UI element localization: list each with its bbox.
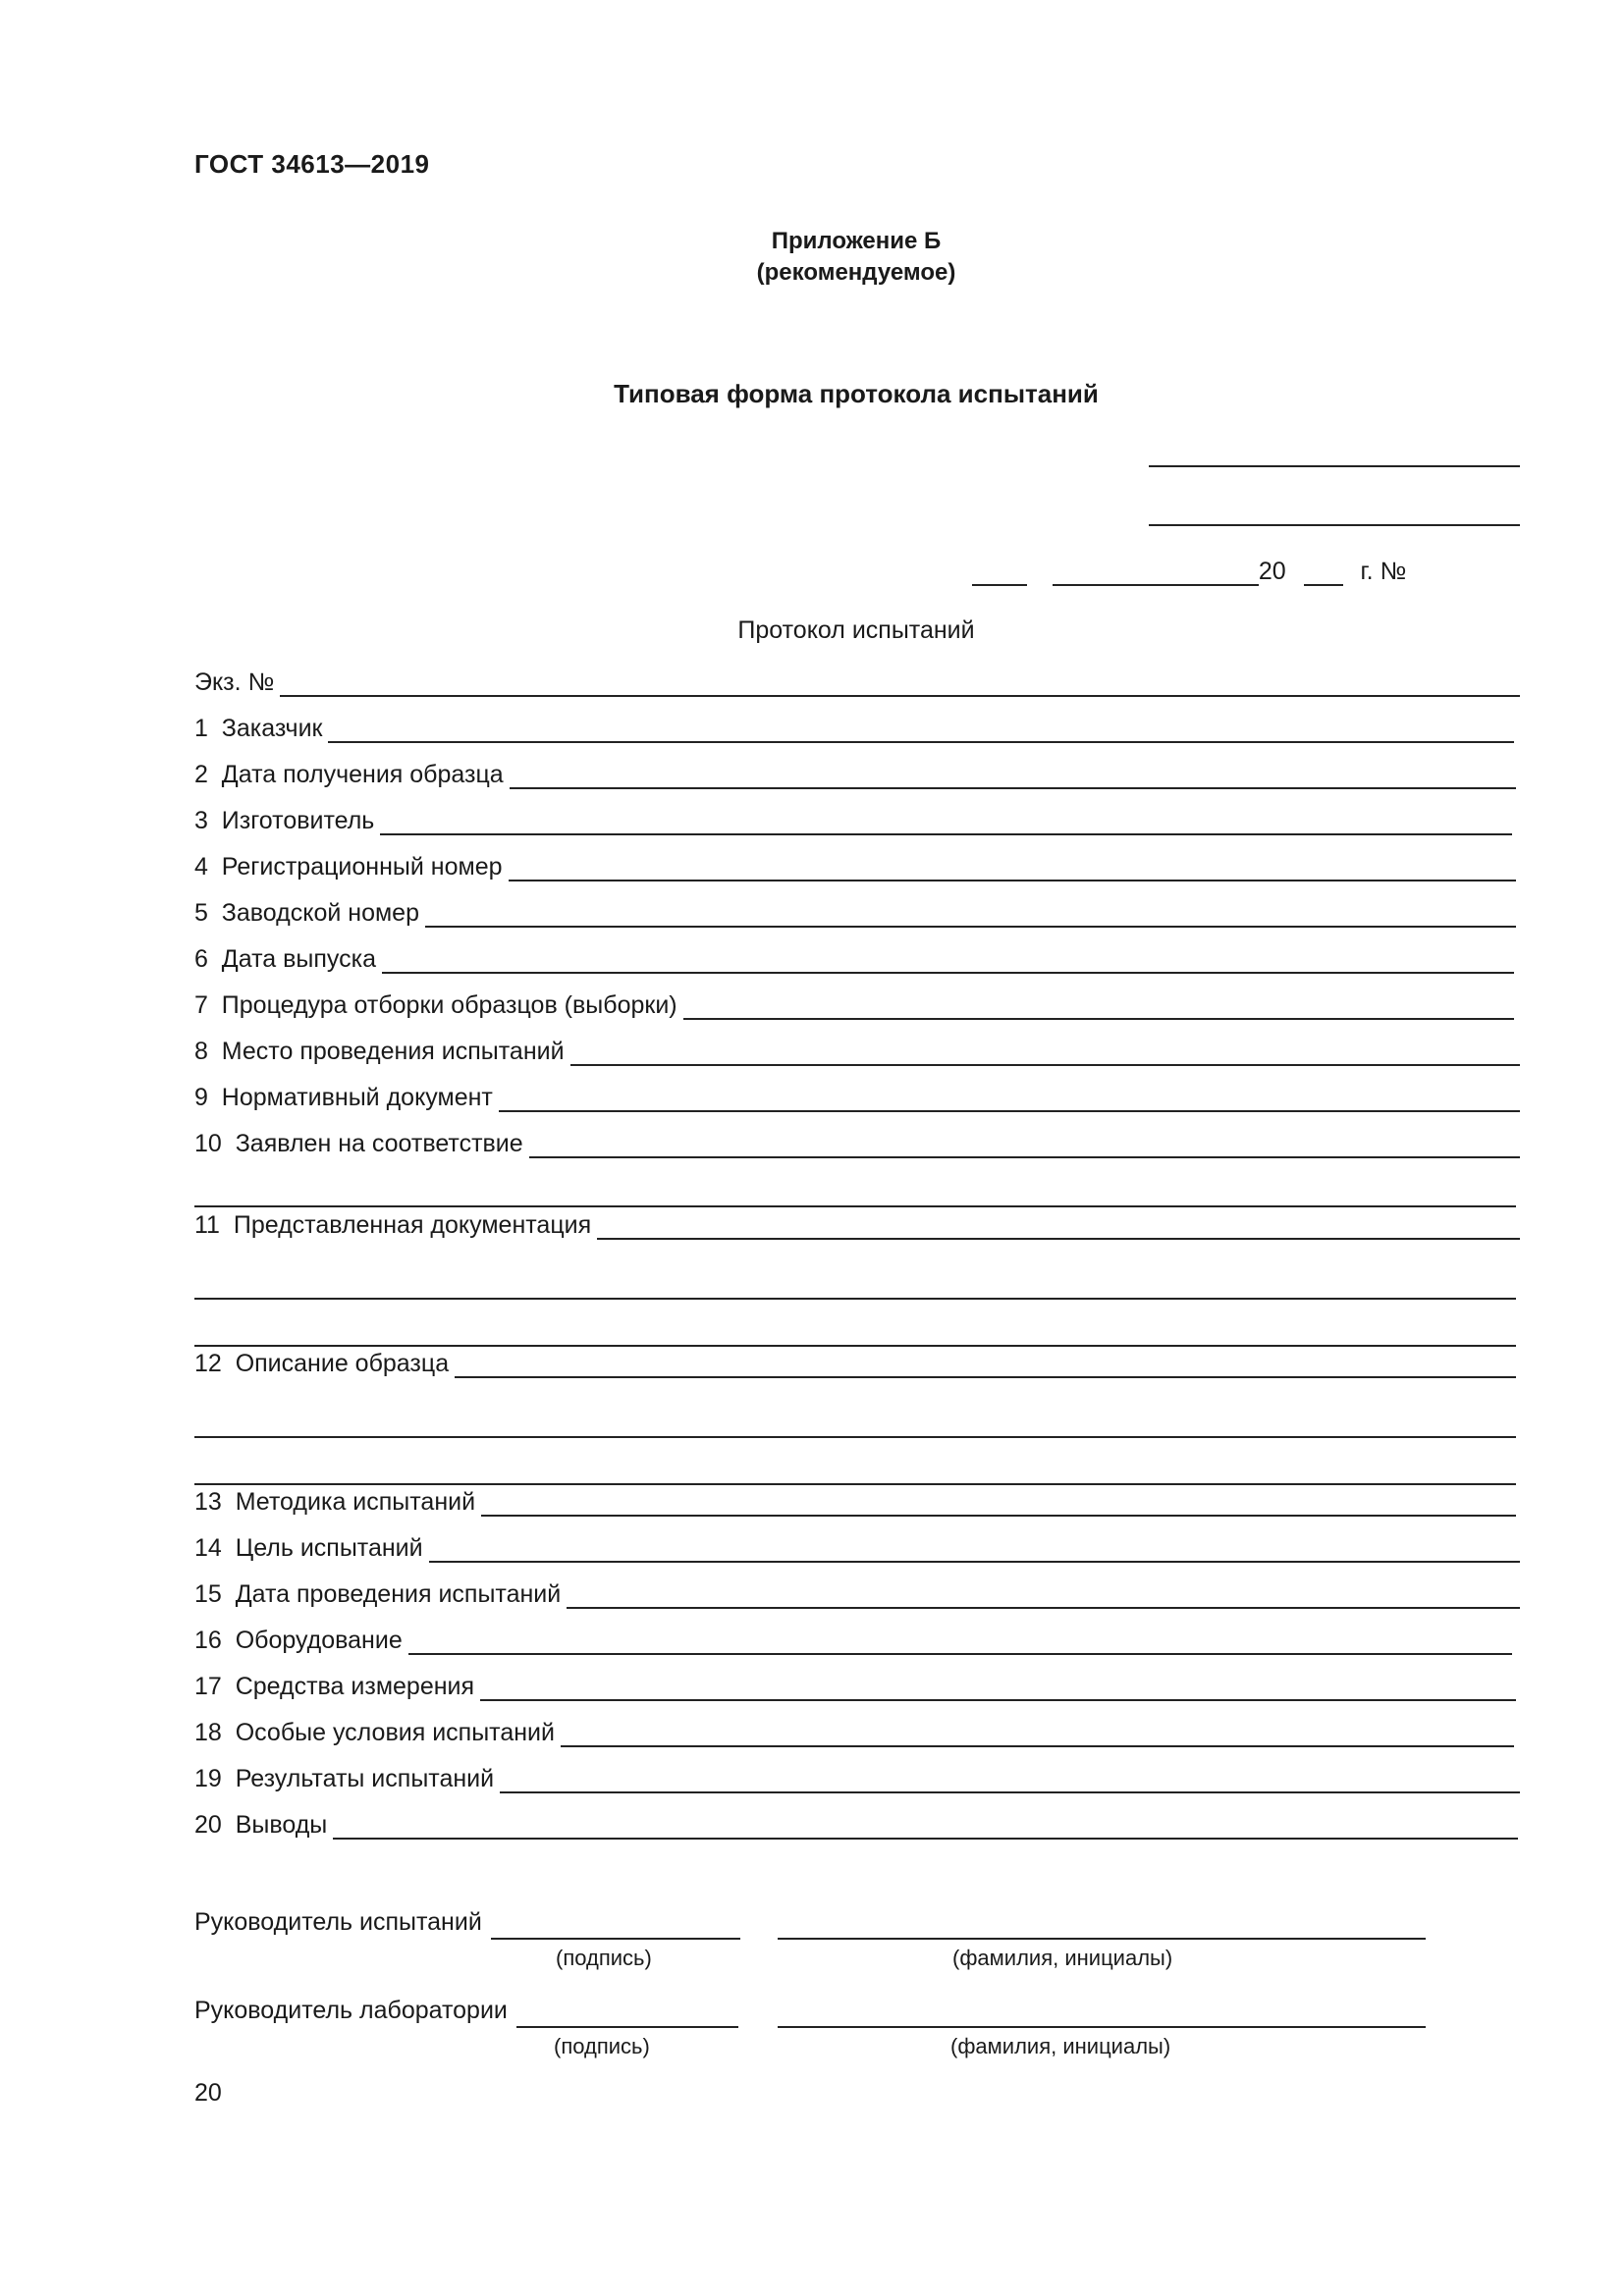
field-line[interactable]: [500, 1768, 1520, 1793]
field-line[interactable]: [567, 1583, 1520, 1609]
field-line[interactable]: [561, 1722, 1514, 1747]
field-copy-number: [194, 667, 1520, 697]
field-line[interactable]: [509, 856, 1516, 881]
name-caption: (фамилия, инициалы): [950, 2034, 1171, 2058]
year-blank[interactable]: [1304, 559, 1343, 586]
page-number: 20: [194, 2079, 222, 2107]
signature-role: Руководитель лаборатории: [194, 1997, 508, 2024]
field-test-results: [194, 1764, 1520, 1793]
field-line[interactable]: [499, 1087, 1520, 1112]
field-label: 9 Нормативный документ: [194, 1084, 493, 1111]
field-line[interactable]: [510, 764, 1516, 789]
field-conclusions: [194, 1810, 1518, 1840]
field-label: 17 Средства измерения: [194, 1673, 475, 1700]
name-line[interactable]: [778, 2026, 1426, 2028]
continuation-line[interactable]: [194, 1205, 1516, 1207]
protocol-title: Протокол испытаний: [737, 616, 975, 644]
signature-role: Руководитель испытаний: [194, 1908, 482, 1936]
field-test-date: [194, 1579, 1520, 1609]
field-test-location: [194, 1037, 1520, 1066]
field-registration-number: [194, 852, 1516, 881]
year-prefix: 20: [1258, 558, 1286, 585]
date-number-line: [972, 558, 1406, 587]
field-sample-description: [194, 1349, 1516, 1378]
field-label: 20 Выводы: [194, 1811, 328, 1839]
field-serial-number: [194, 898, 1516, 928]
field-equipment: [194, 1626, 1512, 1655]
field-declared-conformity: [194, 1129, 1520, 1158]
field-line[interactable]: [683, 994, 1514, 1020]
signature-line[interactable]: [516, 2026, 738, 2028]
appendix-title: Приложение Б: [771, 228, 942, 254]
field-label: 1 Заказчик: [194, 715, 323, 742]
field-label: 10 Заявлен на соответствие: [194, 1130, 523, 1157]
field-label: 12 Описание образца: [194, 1350, 450, 1377]
field-line[interactable]: [382, 948, 1514, 974]
organization-line-1[interactable]: [1149, 465, 1520, 467]
day-blank[interactable]: [972, 559, 1027, 586]
field-manufacturer: [194, 806, 1512, 835]
name-line[interactable]: [778, 1938, 1426, 1940]
field-line[interactable]: [480, 1676, 1516, 1701]
continuation-line[interactable]: [194, 1483, 1516, 1485]
field-submitted-documentation: [194, 1210, 1520, 1240]
field-label: 3 Изготовитель: [194, 807, 375, 834]
field-label: 6 Дата выпуска: [194, 945, 376, 973]
field-label: 18 Особые условия испытаний: [194, 1719, 555, 1746]
field-label: 16 Оборудование: [194, 1627, 403, 1654]
continuation-line[interactable]: [194, 1345, 1516, 1347]
signature-block-test-head: [194, 1908, 482, 1938]
field-label: 15 Дата проведения испытаний: [194, 1580, 562, 1608]
field-line[interactable]: [425, 902, 1516, 928]
signature-block-lab-head: [194, 1997, 508, 2026]
continuation-line[interactable]: [194, 1436, 1516, 1438]
field-line[interactable]: [529, 1133, 1520, 1158]
field-line[interactable]: [328, 718, 1514, 743]
field-line[interactable]: [280, 671, 1520, 697]
month-blank[interactable]: [1053, 559, 1259, 586]
field-line[interactable]: [455, 1353, 1516, 1378]
field-label: 14 Цель испытаний: [194, 1534, 423, 1562]
field-test-purpose: [194, 1533, 1520, 1563]
field-label: 5 Заводской номер: [194, 899, 419, 927]
name-caption: (фамилия, инициалы): [952, 1946, 1173, 1970]
field-label: Экз. №: [194, 668, 275, 696]
field-line[interactable]: [408, 1629, 1512, 1655]
field-label: 8 Место проведения испытаний: [194, 1038, 565, 1065]
form-title: Типовая форма протокола испытаний: [614, 379, 1099, 408]
field-test-method: [194, 1487, 1516, 1517]
field-label: 2 Дата получения образца: [194, 761, 504, 788]
field-label: 19 Результаты испытаний: [194, 1765, 495, 1792]
organization-line-2[interactable]: [1149, 524, 1520, 526]
field-label: 4 Регистрационный номер: [194, 853, 503, 881]
document-header: ГОСТ 34613—2019: [194, 149, 430, 179]
field-sampling-procedure: [194, 990, 1514, 1020]
number-label: г. №: [1360, 558, 1407, 585]
field-sample-receipt-date: [194, 760, 1516, 789]
signature-caption: (подпись): [556, 1946, 652, 1970]
field-label: 13 Методика испытаний: [194, 1488, 476, 1516]
field-line[interactable]: [481, 1491, 1516, 1517]
appendix-status: (рекомендуемое): [756, 259, 956, 286]
field-line[interactable]: [570, 1041, 1520, 1066]
field-measuring-instruments: [194, 1672, 1516, 1701]
field-line[interactable]: [429, 1537, 1520, 1563]
field-line[interactable]: [333, 1814, 1518, 1840]
signature-caption: (подпись): [554, 2034, 650, 2058]
field-release-date: [194, 944, 1514, 974]
continuation-line[interactable]: [194, 1298, 1516, 1300]
field-line[interactable]: [597, 1214, 1520, 1240]
field-label: 11 Представленная документация: [194, 1211, 592, 1239]
field-customer: [194, 714, 1514, 743]
signature-line[interactable]: [491, 1938, 740, 1940]
field-label: 7 Процедура отборки образцов (выборки): [194, 991, 677, 1019]
field-normative-document: [194, 1083, 1520, 1112]
field-special-conditions: [194, 1718, 1514, 1747]
field-line[interactable]: [380, 810, 1512, 835]
